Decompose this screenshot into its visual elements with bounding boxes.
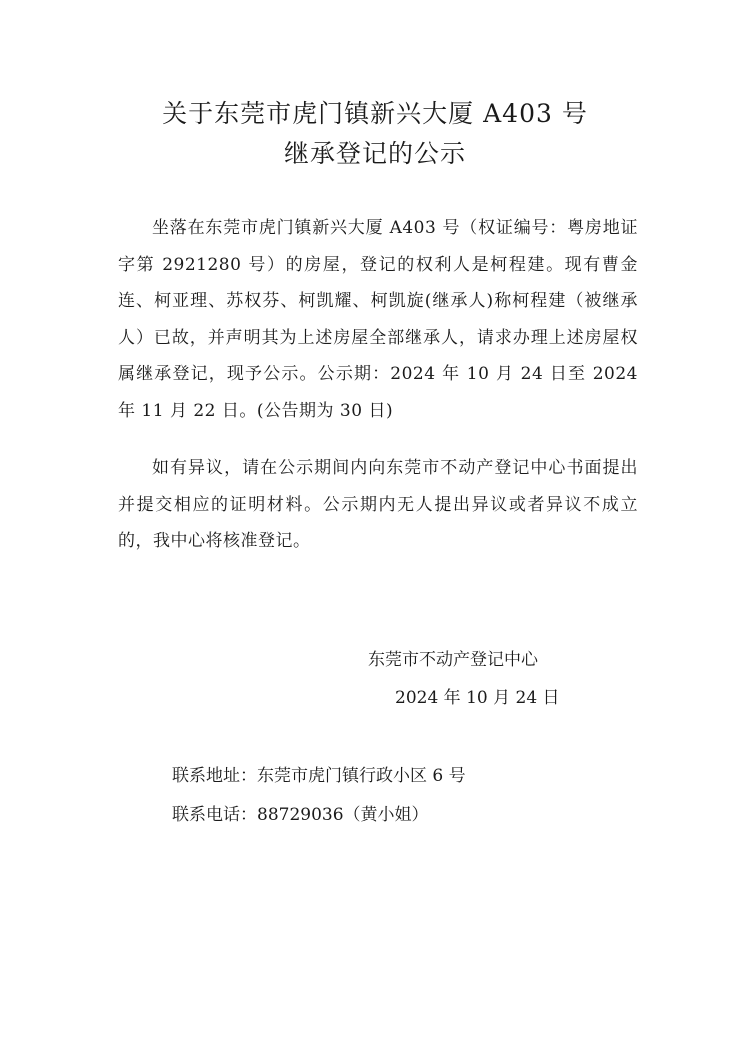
notice-paragraph-2: 如有异议，请在公示期间内向东莞市不动产登记中心书面提出并提交相应的证明材料。公示期内无人提出异议或者异议不成立的，我中心将核准登记。 xyxy=(118,458,638,551)
notice-title-line-1: 关于东莞市虎门镇新兴大厦 A403 号 xyxy=(162,99,588,128)
contact-phone: 联系电话：88729036（黄小姐） xyxy=(172,805,429,825)
notice-paragraph-1: 坐落在东莞市虎门镇新兴大厦 A403 号（权证编号：粤房地证字第 2921280 号）的房屋，登记的权利人是柯程建。现有曹金连、柯亚理、苏权芬、柯凯耀、柯凯旋(继承人)称柯程建（被继承人）已故，并声明其为上述房屋全部继承人，请求办理上述房屋权属继承登记，现予公示。公示期：2024 年 10 月 24 日至 2024 年 11 月 22 日。(公告期为 30 日) xyxy=(118,218,638,421)
issue-date: 2024 年 10 月 24 日 xyxy=(395,688,560,708)
notice-title-line-2: 继承登记的公示 xyxy=(283,139,466,168)
contact-address: 联系地址：东莞市虎门镇行政小区 6 号 xyxy=(172,766,466,786)
issuing-organization: 东莞市不动产登记中心 xyxy=(368,650,538,670)
